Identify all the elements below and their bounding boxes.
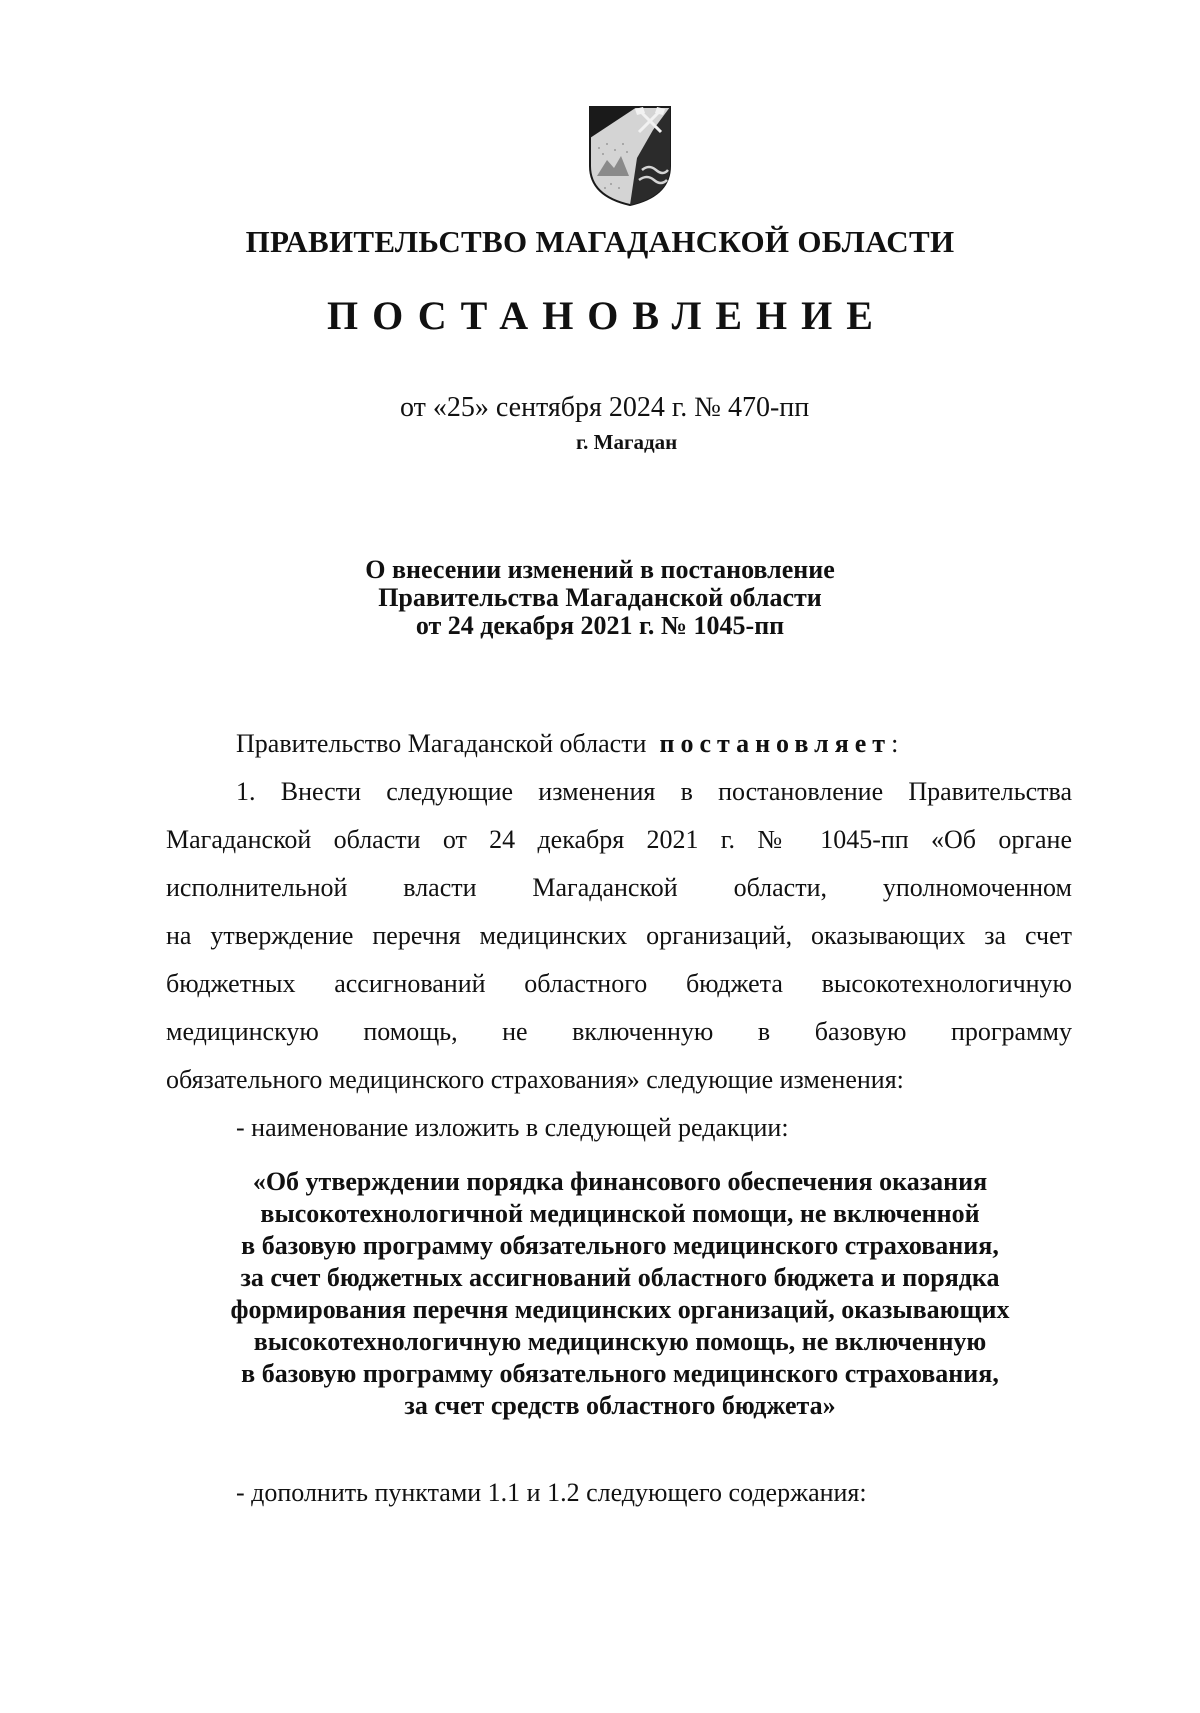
add-items-line: - дополнить пунктами 1.1 и 1.2 следующего содержания: xyxy=(236,1478,867,1507)
resolves-prefix: Правительство Магаданской области xyxy=(236,729,647,758)
document-type: ПОСТАНОВЛЕНИЕ xyxy=(327,293,887,338)
city: г. Магадан xyxy=(576,430,678,454)
item1-line: медицинскую помощь, не включенную в базовую программу xyxy=(166,1017,1072,1046)
resolves-suffix: : xyxy=(891,729,899,758)
quote-line: за счет средств областного бюджета» xyxy=(404,1391,836,1420)
coat-of-arms-icon xyxy=(587,104,673,208)
resolves-paragraph xyxy=(166,720,1072,768)
quote-line: в базовую программу обязательного медицинского страхования, xyxy=(241,1359,999,1388)
item1-line: Магаданской области от 24 декабря 2021 г. № 1045-пп «Об органе xyxy=(166,825,1072,854)
item1-line: обязательного медицинского страхования» следующие изменения: xyxy=(166,1065,904,1094)
quote-line: формирования перечня медицинских организаций, оказывающих xyxy=(230,1295,1010,1324)
item1-line: исполнительной власти Магаданской области, уполномоченном xyxy=(166,873,1072,902)
item1-line: 1. Внести следующие изменения в постановление Правительства xyxy=(236,777,1072,806)
name-change-line: - наименование изложить в следующей редакции: xyxy=(236,1113,789,1142)
subject-line: от 24 декабря 2021 г. № 1045-пп xyxy=(415,611,785,640)
quote-line: высокотехнологичную медицинскую помощь, не включенную xyxy=(253,1327,987,1356)
date-number: от «25» сентября 2024 г. № 470-пп xyxy=(400,392,810,423)
resolves-word: постановляет xyxy=(659,729,892,758)
quote-line: высокотехнологичной медицинской помощи, не включенной xyxy=(260,1199,980,1228)
document-body xyxy=(166,720,1072,1152)
quote-line: за счет бюджетных ассигнований областного бюджета и порядка xyxy=(240,1263,1000,1292)
quote-line: в базовую программу обязательного медицинского страхования, xyxy=(241,1231,999,1260)
new-name-quote xyxy=(160,1166,1080,1422)
document-subject xyxy=(300,556,900,640)
item1-line: бюджетных ассигнований областного бюджета высокотехнологичную xyxy=(166,969,1072,998)
item1-line: на утверждение перечня медицинских организаций, оказывающих за счет xyxy=(166,921,1072,950)
government-title: ПРАВИТЕЛЬСТВО МАГАДАНСКОЙ ОБЛАСТИ xyxy=(245,224,955,259)
quote-line: «Об утверждении порядка финансового обеспечения оказания xyxy=(252,1167,988,1196)
subject-line: Правительства Магаданской области xyxy=(378,583,822,612)
subject-line: О внесении изменений в постановление xyxy=(365,555,835,584)
